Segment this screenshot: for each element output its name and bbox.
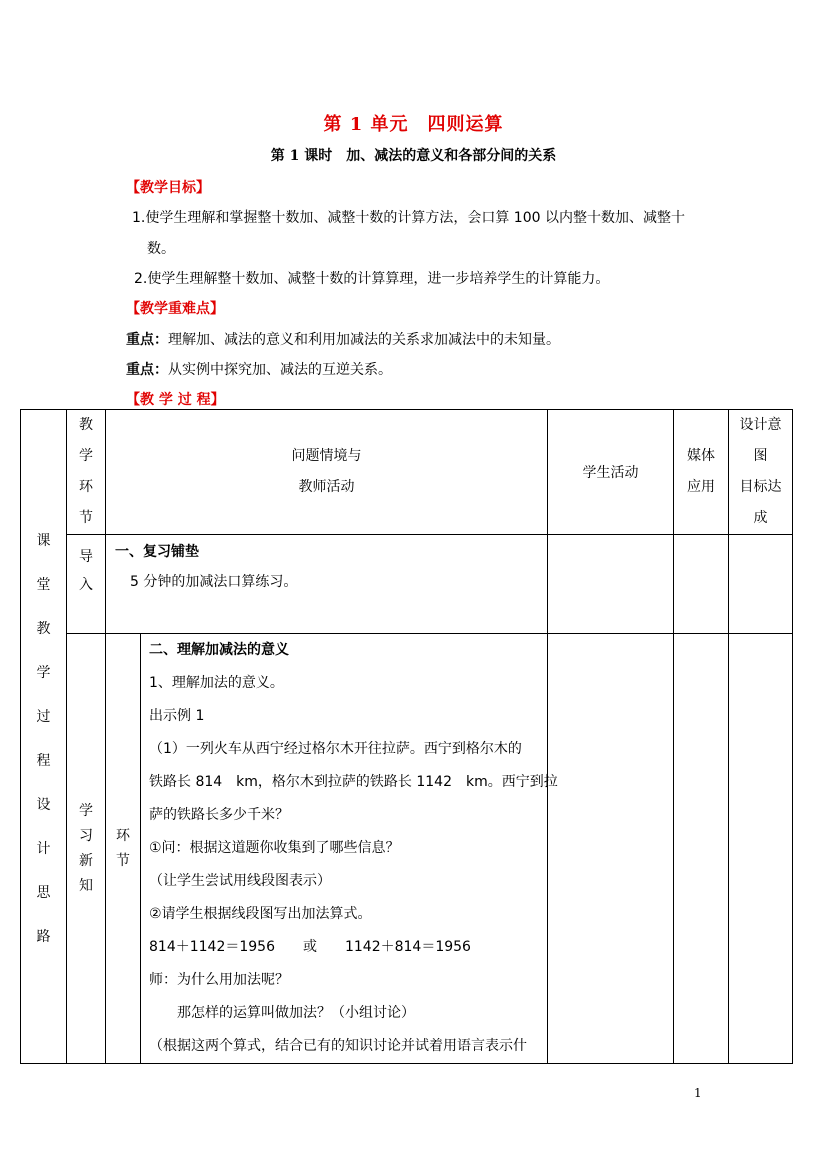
new-line: （根据这两个算式，结合已有的知识讨论并试着用语言表示什 bbox=[149, 1038, 527, 1054]
new-sub-stage: 环 节 bbox=[106, 634, 141, 1064]
header-student: 学生活动 bbox=[548, 410, 674, 535]
new-activity bbox=[141, 634, 558, 1064]
header-activity: 问题情境与 教师活动 bbox=[106, 410, 548, 535]
objective-1-line1: 1.使学生理解和掌握整十数加、减整十数的计算方法，会口算 100 以内整十数加、减整十 bbox=[132, 210, 685, 226]
key-points-heading: 【教学重难点】 bbox=[126, 301, 224, 317]
intro-activity bbox=[106, 535, 548, 634]
new-line: 814＋1142＝1956 或 1142＋814＝1956 bbox=[149, 939, 471, 955]
key-point-2 bbox=[126, 359, 392, 379]
intro-design bbox=[729, 535, 793, 634]
new-line: 出示例 1 bbox=[149, 708, 205, 724]
key-text-2: 从实例中探究加、减法的互逆关系。 bbox=[168, 362, 392, 378]
new-line: （让学生尝试用线段图表示） bbox=[149, 873, 331, 889]
header-design: 设计意 图 目标达 成 bbox=[729, 410, 793, 535]
table-row-new bbox=[21, 634, 793, 1064]
objective-2: 2.使学生理解整十数加、减整十数的计算算理，进一步培养学生的计算能力。 bbox=[134, 271, 610, 287]
header-stage: 教 学 环 节 bbox=[67, 410, 106, 535]
new-student bbox=[548, 634, 674, 1064]
unit-title: 第 1 单元 四则运算 bbox=[323, 114, 504, 135]
key-text-1: 理解加、减法的意义和利用加减法的关系求加减法中的未知量。 bbox=[168, 332, 560, 348]
table-row-intro bbox=[21, 535, 793, 634]
new-line: （1）一列火车从西宁经过格尔木开往拉萨。西宁到格尔木的 bbox=[149, 741, 522, 757]
new-line: 师：为什么用加法呢？ bbox=[149, 972, 289, 988]
lesson-plan-table bbox=[20, 409, 793, 1064]
header-media: 媒体 应用 bbox=[674, 410, 729, 535]
new-design bbox=[729, 634, 793, 1064]
intro-student bbox=[548, 535, 674, 634]
key-label-1: 重点： bbox=[126, 332, 168, 348]
new-line: ①问：根据这道题你收集到了哪些信息？ bbox=[149, 840, 400, 856]
new-line: 那怎样的运算叫做加法？（小组讨论） bbox=[149, 1005, 415, 1021]
table-header-row bbox=[21, 410, 793, 535]
intro-text: 5 分钟的加减法口算练习。 bbox=[130, 574, 298, 590]
lesson-title: 第 1 课时 加、减法的意义和各部分间的关系 bbox=[270, 148, 557, 164]
side-label: 课 堂 教 学 过 程 设 计 思 路 bbox=[36, 532, 51, 945]
page-number: 1 bbox=[694, 1086, 702, 1100]
new-stage: 学 习 新 知 bbox=[67, 634, 106, 1064]
side-label-cell bbox=[21, 410, 67, 1064]
objectives-heading: 【教学目标】 bbox=[126, 180, 210, 196]
objective-1-line2: 数。 bbox=[147, 241, 175, 257]
new-media bbox=[674, 634, 729, 1064]
new-line: 1、理解加法的意义。 bbox=[149, 675, 284, 691]
intro-media bbox=[674, 535, 729, 634]
new-activity-lines bbox=[141, 634, 558, 1063]
new-line: 铁路长 814 km，格尔木到拉萨的铁路长 1142 km。西宁到拉 bbox=[149, 774, 558, 790]
intro-stage: 导 入 bbox=[67, 535, 106, 634]
process-heading: 【教 学 过 程】 bbox=[126, 392, 225, 408]
key-point-1 bbox=[126, 329, 560, 349]
new-line: ②请学生根据线段图写出加法算式。 bbox=[149, 906, 372, 922]
new-line: 二、理解加减法的意义 bbox=[149, 642, 289, 658]
key-label-2: 重点： bbox=[126, 362, 168, 378]
intro-heading: 一、复习铺垫 bbox=[115, 544, 199, 560]
new-line: 萨的铁路长多少千米？ bbox=[149, 807, 289, 823]
